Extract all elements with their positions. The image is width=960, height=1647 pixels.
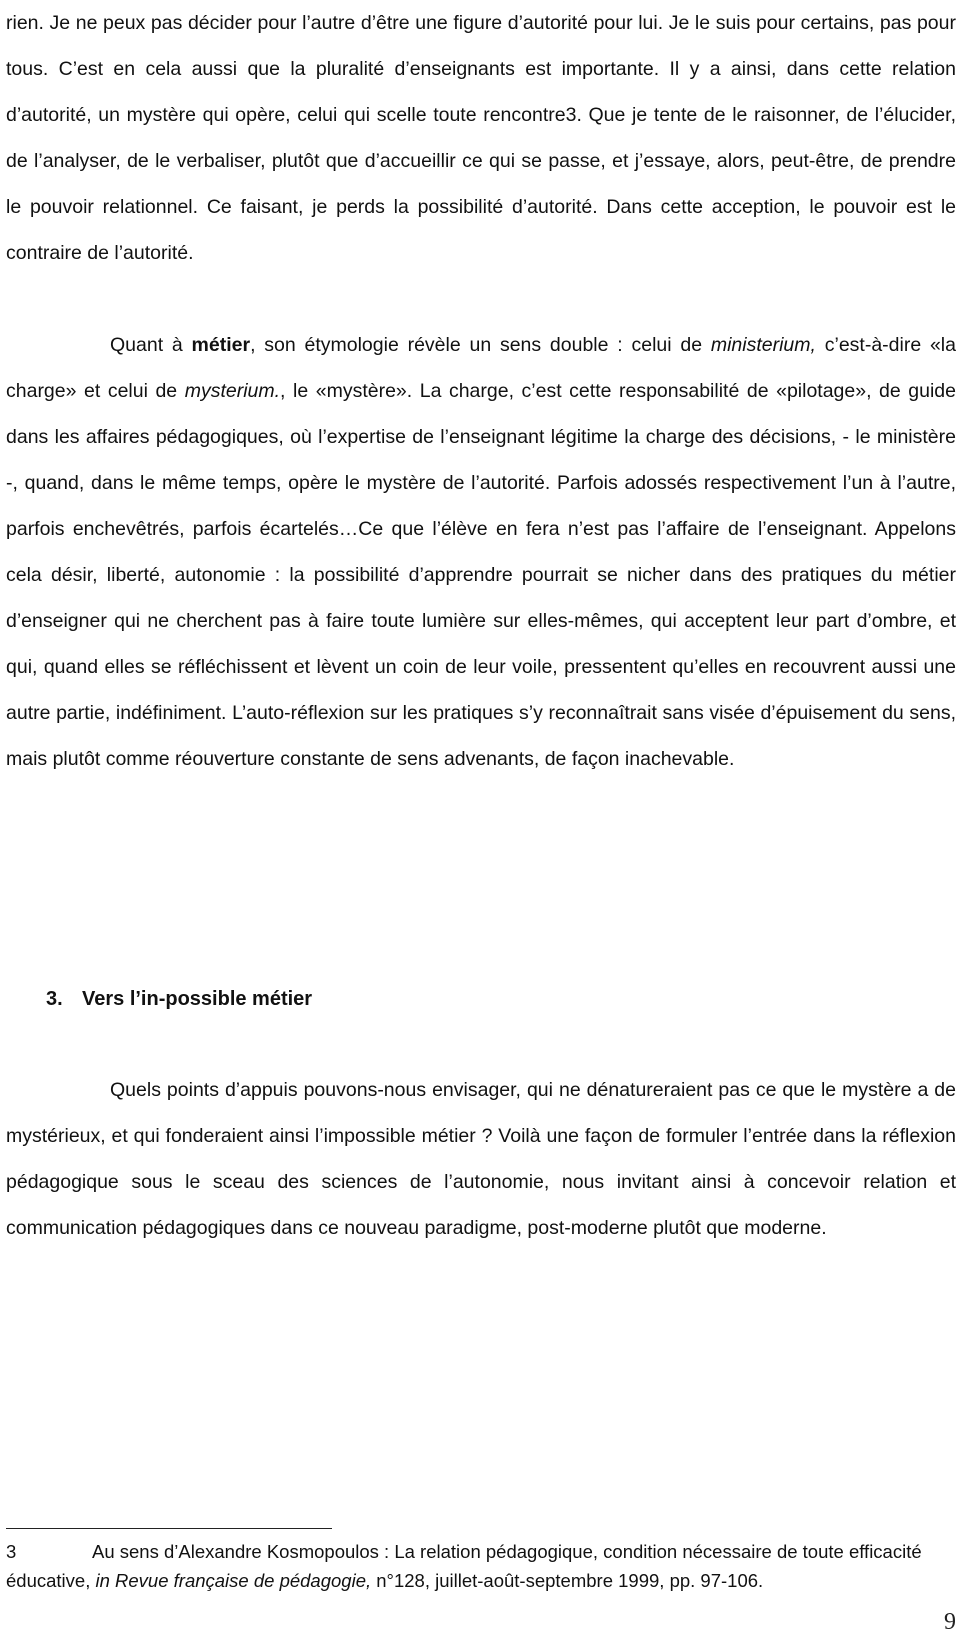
section-number: 3. bbox=[46, 988, 63, 1010]
bold-term: métier bbox=[191, 334, 251, 356]
section-heading bbox=[46, 985, 312, 1013]
paragraph-text: rien. Je ne peux pas décider pour l’autre d’être une figure d’autorité pour lui. Je le suis pour certains, pas pour tous. C’est en cela aussi que la pluralité d’enseignants est importante. Il y a ainsi, dans cette relation d’autorité, un mystère qui opère, celui qui scelle toute rencontre3. Que je tente de le raisonner, de l’élucider, de l’analyser, de le verbaliser, plutôt que d’accueillir ce qui se passe, et j’essaye, alors, peut-être, de prendre le pouvoir relationnel. Ce faisant, je perds la possibilité d’autorité. Dans cette acception, le pouvoir est le contraire de l’autorité. bbox=[6, 12, 956, 264]
footnote-number: 3 bbox=[6, 1541, 17, 1562]
paragraph-points-appui bbox=[6, 1067, 956, 1251]
paragraph-metier bbox=[6, 322, 956, 782]
text-run: , son étymologie révèle un sens double : celui de bbox=[250, 334, 711, 356]
footnote-separator bbox=[6, 1528, 332, 1529]
text-run: c’est-à-dire «la charge» et celui de bbox=[6, 334, 956, 402]
footnote bbox=[6, 1537, 956, 1595]
text-run: Quant à bbox=[110, 334, 192, 356]
paragraph-text: Quels points d’appuis pouvons-nous envisager, qui ne dénatureraient pas ce que le mystère a de mystérieux, et qui fonderaient ainsi l’impossible métier ? Voilà une façon de formuler l’entrée dans la réflexion pédagogique sous le sceau des sciences de l’autonomie, nous invitant ainsi à concevoir relation et communication pédagogiques dans ce nouveau paradigme, post-moderne plutôt que moderne. bbox=[6, 1079, 956, 1239]
footnote-text: n°128, juillet-août-septembre 1999, pp. 97-106. bbox=[371, 1570, 764, 1591]
italic-term: ministerium, bbox=[710, 334, 816, 356]
paragraph-text bbox=[6, 322, 956, 782]
footnote-text: Au sens d’Alexandre Kosmopoulos : La relation pédagogique, condition nécessaire de toute efficacité éducative, bbox=[6, 1541, 922, 1591]
italic-term: mysterium. bbox=[184, 380, 281, 402]
footnote-italic: in Revue française de pédagogie, bbox=[95, 1570, 372, 1591]
paragraph-authority bbox=[6, 0, 956, 276]
text-run: , le «mystère». La charge, c’est cette responsabilité de «pilotage», de guide dans les affaires pédagogiques, où l’expertise de l’enseignant légitime la charge des décisions, - le ministère -, quand, dans le même temps, opère le mystère de l’autorité. Parfois adossés respectivement l’un à l’autre, parfois enchevêtrés, parfois écartelés…Ce que l’élève en fera n’est pas l’affaire de l’enseignant. Appelons cela désir, liberté, autonomie : la possibilité d’apprendre pourrait se nicher dans des pratiques du métier d’enseigner qui ne cherchent pas à faire toute lumière sur elles-mêmes, qui acceptent leur part d’ombre, et qui, quand elles se réfléchissent et lèvent un coin de leur voile, pressentent qu’elles en recouvrent aussi une autre partie, indéfiniment. L’auto-réflexion sur les pratiques s’y reconnaîtrait sans visée d’épuisement du sens, mais plutôt comme réouverture constante de sens advenants, de façon inachevable. bbox=[6, 380, 956, 770]
page-number: 9 bbox=[944, 1609, 956, 1635]
section-title: Vers l’in-possible métier bbox=[82, 988, 313, 1010]
